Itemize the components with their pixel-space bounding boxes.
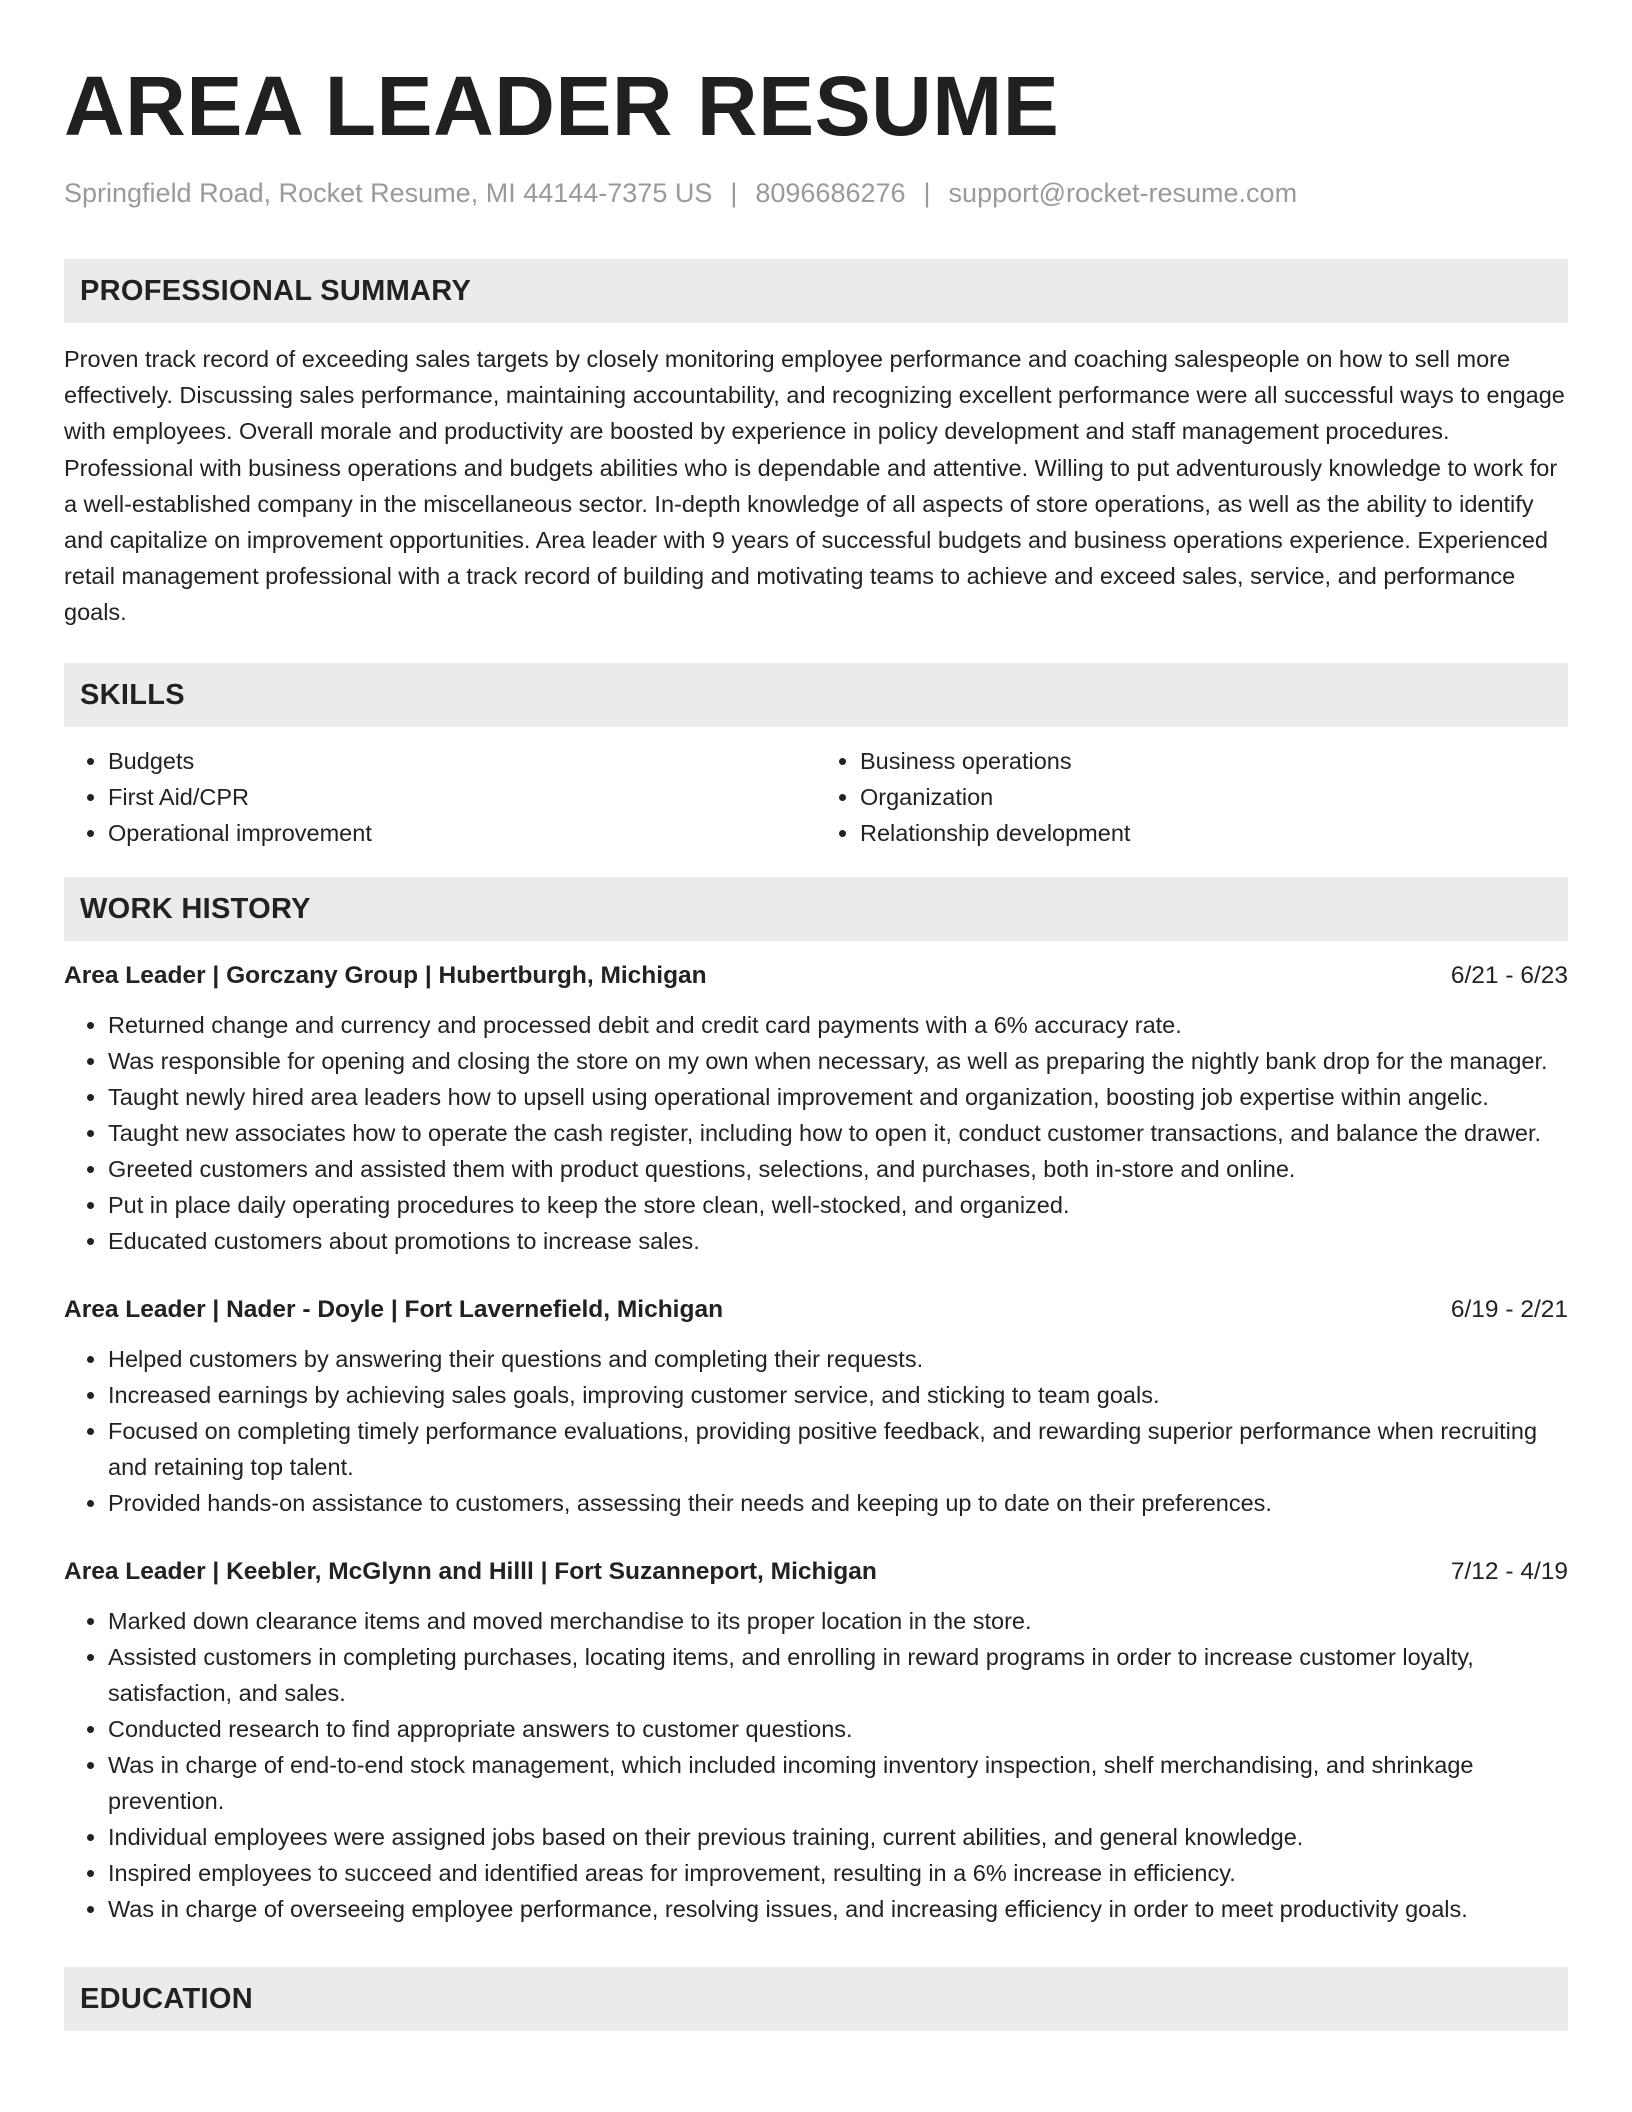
skill-item: • Relationship development: [860, 815, 1568, 851]
summary-paragraph: Proven track record of exceeding sales targets by closely monitoring employee performance and coaching salespeople on how to sell more effectively. Discussing sales performance, maintaining accountability, and recognizing excellent performance were all successful ways to engage with employees. Overall morale and productivity are boosted by experience in policy development and staff management procedures. Professional with business operations and budgets abilities who is dependable and attentive. Willing to put adventurously knowledge to work for a well-established company in the miscellaneous sector. In-depth knowledge of all aspects of store operations, as well as the ability to identify and capitalize on improvement opportunities. Area leader with 9 years of successful budgets and business operations experience. Experienced retail management professional with a track record of building and motivating teams to achieve and exceed sales, service, and performance goals.: [64, 346, 1565, 626]
job-entry: [64, 1555, 1568, 1927]
section-heading-skills: SKILLS: [64, 663, 1568, 727]
job-bullet: • Taught newly hired area leaders how to upsell using operational improvement and organization, boosting job expertise within angelic.: [108, 1079, 1568, 1115]
skill-item: • Operational improvement: [108, 815, 816, 851]
job-bullet: • Was responsible for opening and closing the store on my own when necessary, as well as preparing the nightly bank drop for the manager.: [108, 1043, 1568, 1079]
job-bullet: • Focused on completing timely performance evaluations, providing positive feedback, and rewarding superior performance when recruiting and retaining top talent.: [108, 1413, 1568, 1485]
job-bullet: • Helped customers by answering their questions and completing their requests.: [108, 1341, 1568, 1377]
job-bullets: [64, 1007, 1568, 1259]
section-heading-education: EDUCATION: [64, 1967, 1568, 2031]
skills-list: [64, 743, 1568, 851]
job-bullet: • Conducted research to find appropriate answers to customer questions.: [108, 1711, 1568, 1747]
resume-title: AREA LEADER RESUME: [64, 59, 1060, 153]
section-heading-summary: PROFESSIONAL SUMMARY: [64, 259, 1568, 323]
skill-item: • First Aid/CPR: [108, 779, 816, 815]
job-bullet: • Taught new associates how to operate the cash register, including how to open it, conduct customer transactions, and balance the drawer.: [108, 1115, 1568, 1151]
skill-item: • Budgets: [108, 743, 816, 779]
job-bullet: • Greeted customers and assisted them with product questions, selections, and purchases, both in-store and online.: [108, 1151, 1568, 1187]
job-dates: 6/19 - 2/21: [1450, 1295, 1568, 1323]
job-dates: 7/12 - 4/19: [1450, 1557, 1568, 1585]
job-bullet: • Was in charge of overseeing employee performance, resolving issues, and increasing efficiency in order to meet productivity goals.: [108, 1891, 1568, 1927]
skill-item: • Organization: [860, 779, 1568, 815]
job-title: Area Leader | Gorczany Group | Hubertburgh, Michigan: [64, 961, 707, 989]
contact-line: [64, 176, 1568, 210]
job-header: [64, 959, 1568, 993]
contact-email: support@rocket-resume.com: [948, 178, 1298, 208]
job-bullet: • Was in charge of end-to-end stock management, which included incoming inventory inspection, shelf merchandising, and shrinkage prevention.: [108, 1747, 1568, 1819]
contact-separator: |: [730, 178, 738, 208]
job-bullet: • Inspired employees to succeed and identified areas for improvement, resulting in a 6% increase in efficiency.: [108, 1855, 1568, 1891]
job-header: [64, 1555, 1568, 1589]
job-bullet: • Provided hands-on assistance to customers, assessing their needs and keeping up to date on their preferences.: [108, 1485, 1568, 1521]
contact-separator: |: [923, 178, 931, 208]
job-bullet: • Put in place daily operating procedures to keep the store clean, well-stocked, and organized.: [108, 1187, 1568, 1223]
job-entry: [64, 959, 1568, 1259]
job-bullet: • Assisted customers in completing purchases, locating items, and enrolling in reward programs in order to increase customer loyalty, satisfaction, and sales.: [108, 1639, 1568, 1711]
job-bullet: • Returned change and currency and processed debit and credit card payments with a 6% accuracy rate.: [108, 1007, 1568, 1043]
skill-item: • Business operations: [860, 743, 1568, 779]
job-bullet: • Individual employees were assigned jobs based on their previous training, current abilities, and general knowledge.: [108, 1819, 1568, 1855]
job-title: Area Leader | Nader - Doyle | Fort Lavernefield, Michigan: [64, 1295, 724, 1323]
contact-phone: 8096686276: [755, 178, 906, 208]
section-heading-work-history: WORK HISTORY: [64, 877, 1568, 941]
job-bullets: [64, 1603, 1568, 1927]
job-entry: [64, 1293, 1568, 1521]
job-dates: 6/21 - 6/23: [1450, 961, 1568, 989]
job-bullet: • Educated customers about promotions to increase sales.: [108, 1223, 1568, 1259]
contact-address: Springfield Road, Rocket Resume, MI 44144-7375 US: [64, 178, 713, 208]
resume-page: [64, 0, 1568, 2031]
job-bullets: [64, 1341, 1568, 1521]
job-header: [64, 1293, 1568, 1327]
job-bullet: • Marked down clearance items and moved merchandise to its proper location in the store.: [108, 1603, 1568, 1639]
job-title: Area Leader | Keebler, McGlynn and Hilll | Fort Suzanneport, Michigan: [64, 1557, 877, 1585]
skills-column-right: [816, 743, 1568, 851]
job-bullet: • Increased earnings by achieving sales goals, improving customer service, and sticking to team goals.: [108, 1377, 1568, 1413]
skills-column-left: [64, 743, 816, 851]
